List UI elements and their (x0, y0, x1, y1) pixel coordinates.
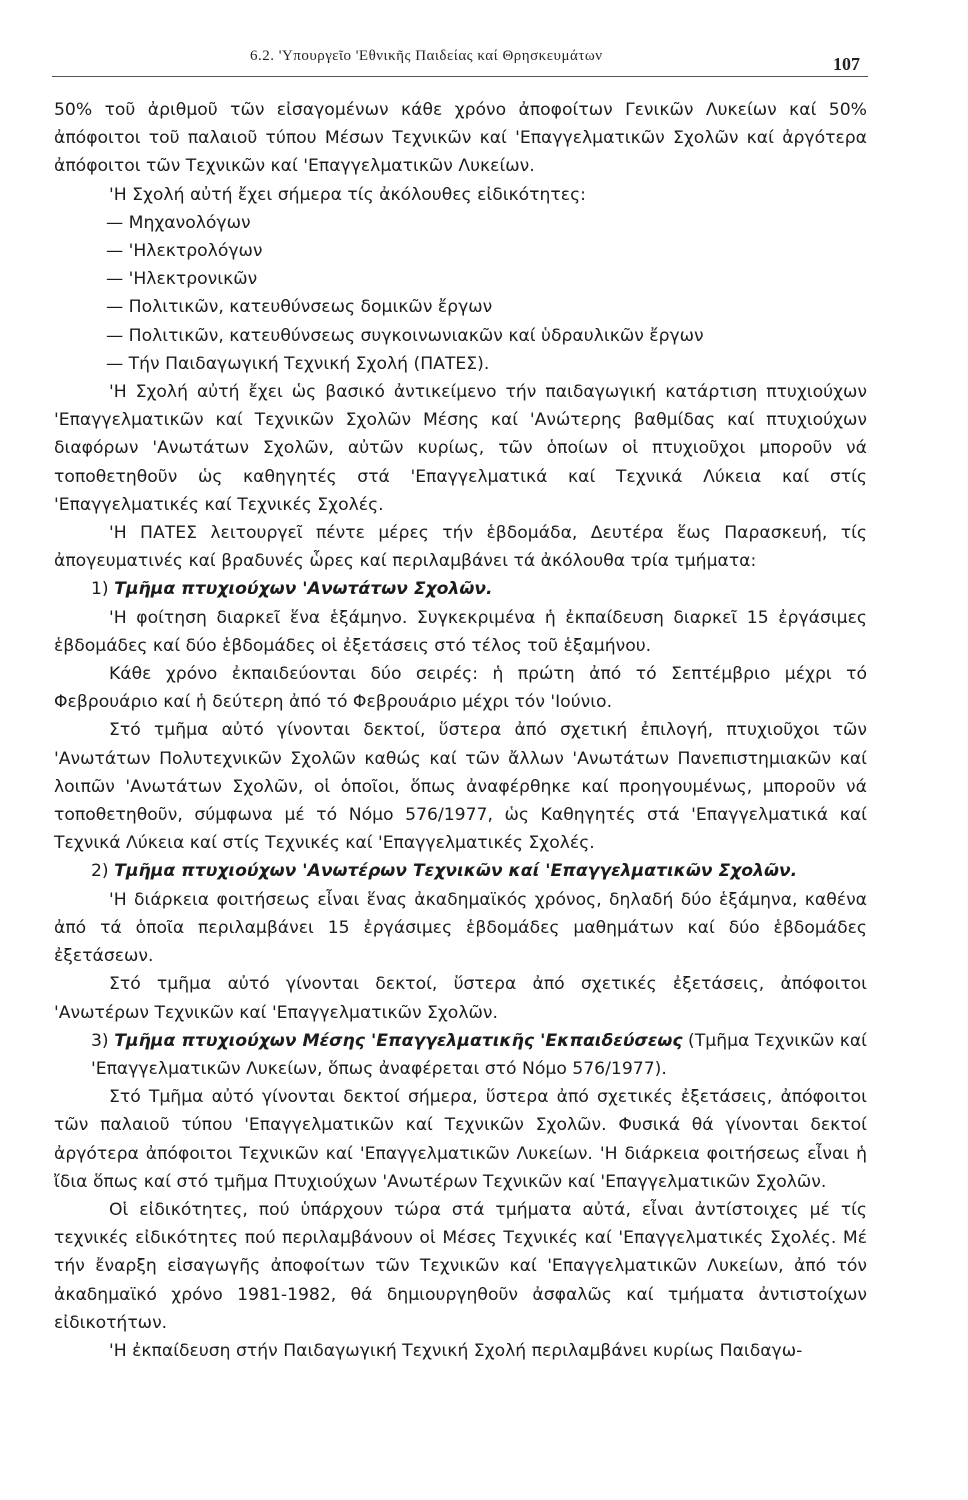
paragraph-specialties-intro: 'Η Σχολή αὐτή ἔχει σήμερα τίς ἀκόλουθες εἰδικότητες: (109, 184, 586, 205)
list-item: — Πολιτικῶν, κατευθύνσεως δομικῶν ἔργων (106, 297, 493, 318)
paragraph: Στό τμῆμα αὐτό γίνονται δεκτοί, ὕστερα ἀπό σχετικές ἐξετάσεις, ἀπόφοιτοι 'Ανωτέρων Τεχνικῶν καί 'Επαγγελματικῶν Σχολῶν. (54, 974, 867, 1023)
section-number: 2) (91, 861, 109, 882)
paragraph: 'Η ἐκπαίδευση στήν Παιδαγωγική Τεχνική Σχολή περιλαμβάνει κυρίως Παιδαγω- (109, 1340, 803, 1361)
list-item: — 'Ηλεκτρολόγων (106, 241, 263, 262)
section-number: 3) (91, 1030, 109, 1051)
paragraph: 'Η διάρκεια φοιτήσεως εἶναι ἕνας ἀκαδημαϊκός χρόνος, δηλαδή δύο ἑξάμηνα, καθένα ἀπό τά ὁποῖα περιλαμβάνει 15 ἐργάσιμες ἑβδομάδες μαθημάτων καί δύο ἑβδομάδες ἐξετάσεων. (54, 889, 867, 967)
section-heading-1 (54, 575, 867, 603)
specialties-list (54, 209, 867, 378)
paragraph-pates-purpose: 'Η Σχολή αὐτή ἔχει ὡς βασικό ἀντικείμενο τήν παιδαγωγική κατάρτιση πτυχιούχων 'Επαγγελματικῶν καί Τεχνικῶν Σχολῶν Μέσης καί 'Ανώτερης βαθμίδας καί πτυχιούχων διαφόρων 'Ανωτάτων Σχολῶν, αὐτῶν κυρίως, τῶν ὁποίων οἱ πτυχιοῦχοι μποροῦν νά τοποθετηθοῦν ὡς καθηγητές στά 'Επαγγελματικά καί Τεχνικά Λύκεια καί στίς 'Επαγγελματικές καί Τεχνικές Σχολές. (54, 382, 867, 515)
paragraph: Κάθε χρόνο ἐκπαιδεύονται δύο σειρές: ἡ πρώτη ἀπό τό Σεπτέμβριο μέχρι τό Φεβρουάριο καί ἡ δεύτερη ἀπό τό Φεβρουάριο μέχρι τόν 'Ιούνιο. (54, 664, 867, 713)
section-number: 1) (91, 579, 109, 600)
section-title: Τμῆμα πτυχιούχων Μέσης 'Επαγγελματικῆς 'Εκπαιδεύσεως (114, 1030, 683, 1051)
paragraph: Οἱ εἰδικότητες, πού ὑπάρχουν τώρα στά τμήματα αὐτά, εἶναι ἀντίστοιχες μέ τίς τεχνικές εἰδικότητες πού περιλαμβάνουν οἱ Μέσες Τεχνικές καί 'Επαγγελματικές Σχολές. Μέ τήν ἔναρξη εἰσαγωγῆς ἀποφοίτων τῶν Τεχνικῶν καί 'Επαγγελματικῶν Λυκείων, ἀπό τόν ἀκαδημαϊκό χρόνο 1981-1982, θά δημιουργηθοῦν ἀσφαλῶς καί τμήματα ἀντιστοίχων εἰδικοτήτων. (54, 1199, 867, 1333)
list-item: — Τήν Παιδαγωγική Τεχνική Σχολή (ΠΑΤΕΣ). (106, 353, 490, 374)
list-item: — 'Ηλεκτρονικῶν (106, 269, 258, 290)
paragraph: 'Η φοίτηση διαρκεῖ ἕνα ἑξάμηνο. Συγκεκριμένα ἡ ἐκπαίδευση διαρκεῖ 15 ἐργάσιμες ἑβδομάδες καί δύο ἑβδομάδες οἱ ἐξετάσεις στό τέλος τοῦ ἑξαμήνου. (54, 607, 867, 656)
page-number: 107 (833, 54, 860, 74)
running-head: 6.2. 'Υπουργεῖο 'Εθνικῆς Παιδείας καί Θρησκευμάτων (250, 48, 603, 64)
section-heading-2 (54, 857, 867, 885)
paragraph-continuation: 50% τοῦ ἀριθμοῦ τῶν εἰσαγομένων κάθε χρόνο ἀποφοίτων Γενικῶν Λυκείων καί 50% ἀπόφοιτοι τοῦ παλαιοῦ τύπου Μέσων Τεχνικῶν καί 'Επαγγελματικῶν Σχολῶν καί ἀργότερα ἀπόφοιτοι τῶν Τεχνικῶν καί 'Επαγγελματικῶν Λυκείων. (54, 100, 867, 177)
section-heading-3 (54, 1027, 867, 1083)
paragraph-pates-schedule: 'Η ΠΑΤΕΣ λειτουργεῖ πέντε μέρες τήν ἑβδομάδα, Δευτέρα ἕως Παρασκευή, τίς ἀπογευματινές καί βραδυνές ὧρες καί περιλαμβάνει τά ἀκόλουθα τρία τμήματα: (54, 523, 867, 572)
paragraph: Στό τμῆμα αὐτό γίνονται δεκτοί, ὕστερα ἀπό σχετική ἐπιλογή, πτυχιοῦχοι τῶν 'Ανωτάτων Πολυτεχνικῶν Σχολῶν καθώς καί τῶν ἄλλων 'Ανωτάτων Πανεπιστημιακῶν καί λοιπῶν 'Ανωτάτων Σχολῶν, οἱ ὁποῖοι, ὅπως ἀναφέρθηκε καί προηγουμένως, μποροῦν νά τοποθετηθοῦν, σύμφωνα μέ τό Νόμο 576/1977, ὡς Καθηγητές στά 'Επαγγελματικά καί Τεχνικά Λύκεια καί στίς Τεχνικές καί 'Επαγγελματικές Σχολές. (54, 720, 867, 854)
header-rule (52, 76, 868, 77)
section-title-rest: (Τμῆμα Τεχνικῶν καί 'Επαγγελματικῶν Λυκείων, ὅπως ἀναφέρεται στό Νόμο 576/1977). (91, 1030, 867, 1079)
list-item: — Πολιτικῶν, κατευθύνσεως συγκοινωνιακῶν καί ὑδραυλικῶν ἔργων (106, 325, 704, 346)
section-title: Τμῆμα πτυχιούχων 'Ανωτέρων Τεχνικῶν καί 'Επαγγελματικῶν Σχολῶν. (114, 861, 798, 882)
section-title: Τμῆμα πτυχιούχων 'Ανωτάτων Σχολῶν. (114, 579, 493, 600)
paragraph: Στό Τμῆμα αὐτό γίνονται δεκτοί σήμερα, ὕστερα ἀπό σχετικές ἐξετάσεις, ἀπόφοιτοι τῶν παλαιοῦ τύπου 'Επαγγελματικῶν καί Τεχνικῶν Σχολῶν. Φυσικά θά γίνονται δεκτοί ἀργότερα ἀπόφοιτοι Τεχνικῶν καί 'Επαγγελματικῶν Λυκείων. 'Η διάρκεια φοιτήσεως εἶναι ἡ ἴδια ὅπως καί στό τμῆμα Πτυχιούχων 'Ανωτέρων Τεχνικῶν καί 'Επαγγελματικῶν Σχολῶν. (54, 1087, 867, 1192)
list-item: — Μηχανολόγων (106, 212, 251, 233)
body-text (54, 96, 867, 1365)
